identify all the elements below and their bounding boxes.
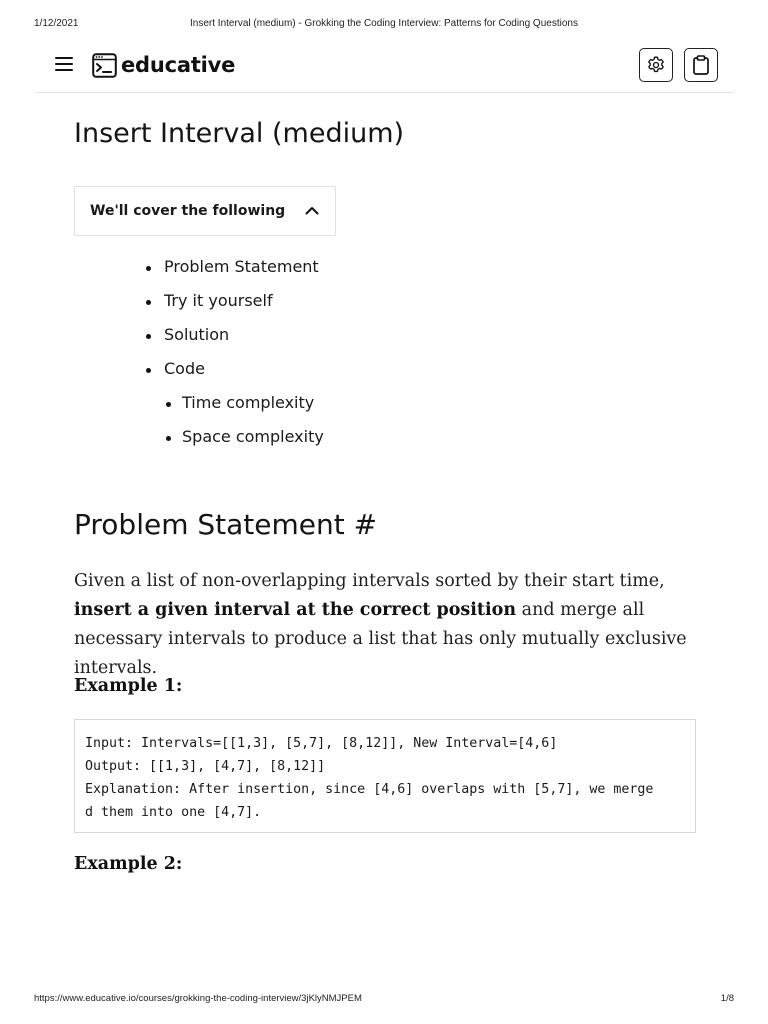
problem-emphasis-text: insert a given interval at the correct position [74, 600, 517, 620]
bullet [146, 266, 151, 271]
page-title: Insert Interval (medium) [74, 118, 405, 149]
code-line: Output: [[1,3], [4,7], [8,12]] [85, 759, 326, 774]
problem-description [74, 567, 714, 683]
hamburger-menu-icon[interactable] [55, 57, 73, 71]
bullet [146, 334, 151, 339]
print-url: https://www.educative.io/courses/grokking-the-coding-interview/3jKlyNMJPEM [34, 993, 362, 1004]
problem-intro-text: Given a list of non-overlapping intervals sorted by their start time, [74, 571, 665, 591]
chevron-up-icon [305, 206, 319, 215]
bullet [146, 300, 151, 305]
section-heading-problem-statement [74, 508, 377, 541]
example-1-label: Example 1: [74, 676, 183, 696]
toc-item-try-it-yourself[interactable]: Try it yourself [164, 291, 273, 310]
toc-item-code[interactable]: Code [164, 359, 205, 378]
settings-button[interactable] [639, 48, 673, 82]
print-page-number: 1/8 [720, 993, 734, 1004]
toc-item-solution[interactable]: Solution [164, 325, 230, 344]
print-title: Insert Interval (medium) - Grokking the Coding Interview: Patterns for Coding Questions [190, 18, 578, 29]
code-line: Input: Intervals=[[1,3], [5,7], [8,12]], New Interval=[4,6] [85, 736, 558, 751]
toc-item-space-complexity[interactable]: Space complexity [182, 427, 324, 446]
bullet [166, 402, 171, 407]
code-line: Explanation: After insertion, since [4,6] overlaps with [5,7], we merge [85, 782, 654, 797]
heading-anchor-link[interactable]: # [353, 508, 378, 541]
clipboard-icon [692, 55, 710, 75]
problem-outro-text: and merge all necessary intervals to produce a list that has only mutually exclusive intervals. [74, 600, 687, 678]
terminal-window-icon [92, 53, 117, 78]
code-line: d them into one [4,7]. [85, 805, 262, 820]
toc-heading: We'll cover the following [90, 203, 286, 219]
example-2-label: Example 2: [74, 854, 183, 874]
bullet [166, 436, 171, 441]
top-navbar [36, 44, 734, 93]
toc-toggle[interactable] [74, 186, 336, 236]
educative-logo[interactable] [92, 51, 235, 79]
toc-item-time-complexity[interactable]: Time complexity [182, 393, 315, 412]
print-date: 1/12/2021 [34, 18, 79, 29]
notes-button[interactable] [684, 48, 718, 82]
section-heading-text: Problem Statement [74, 508, 345, 541]
example-1-code-block [74, 719, 696, 833]
logo-text: educative [121, 53, 236, 77]
toc-item-problem-statement[interactable]: Problem Statement [164, 257, 319, 276]
bullet [146, 368, 151, 373]
gear-icon [646, 55, 666, 75]
